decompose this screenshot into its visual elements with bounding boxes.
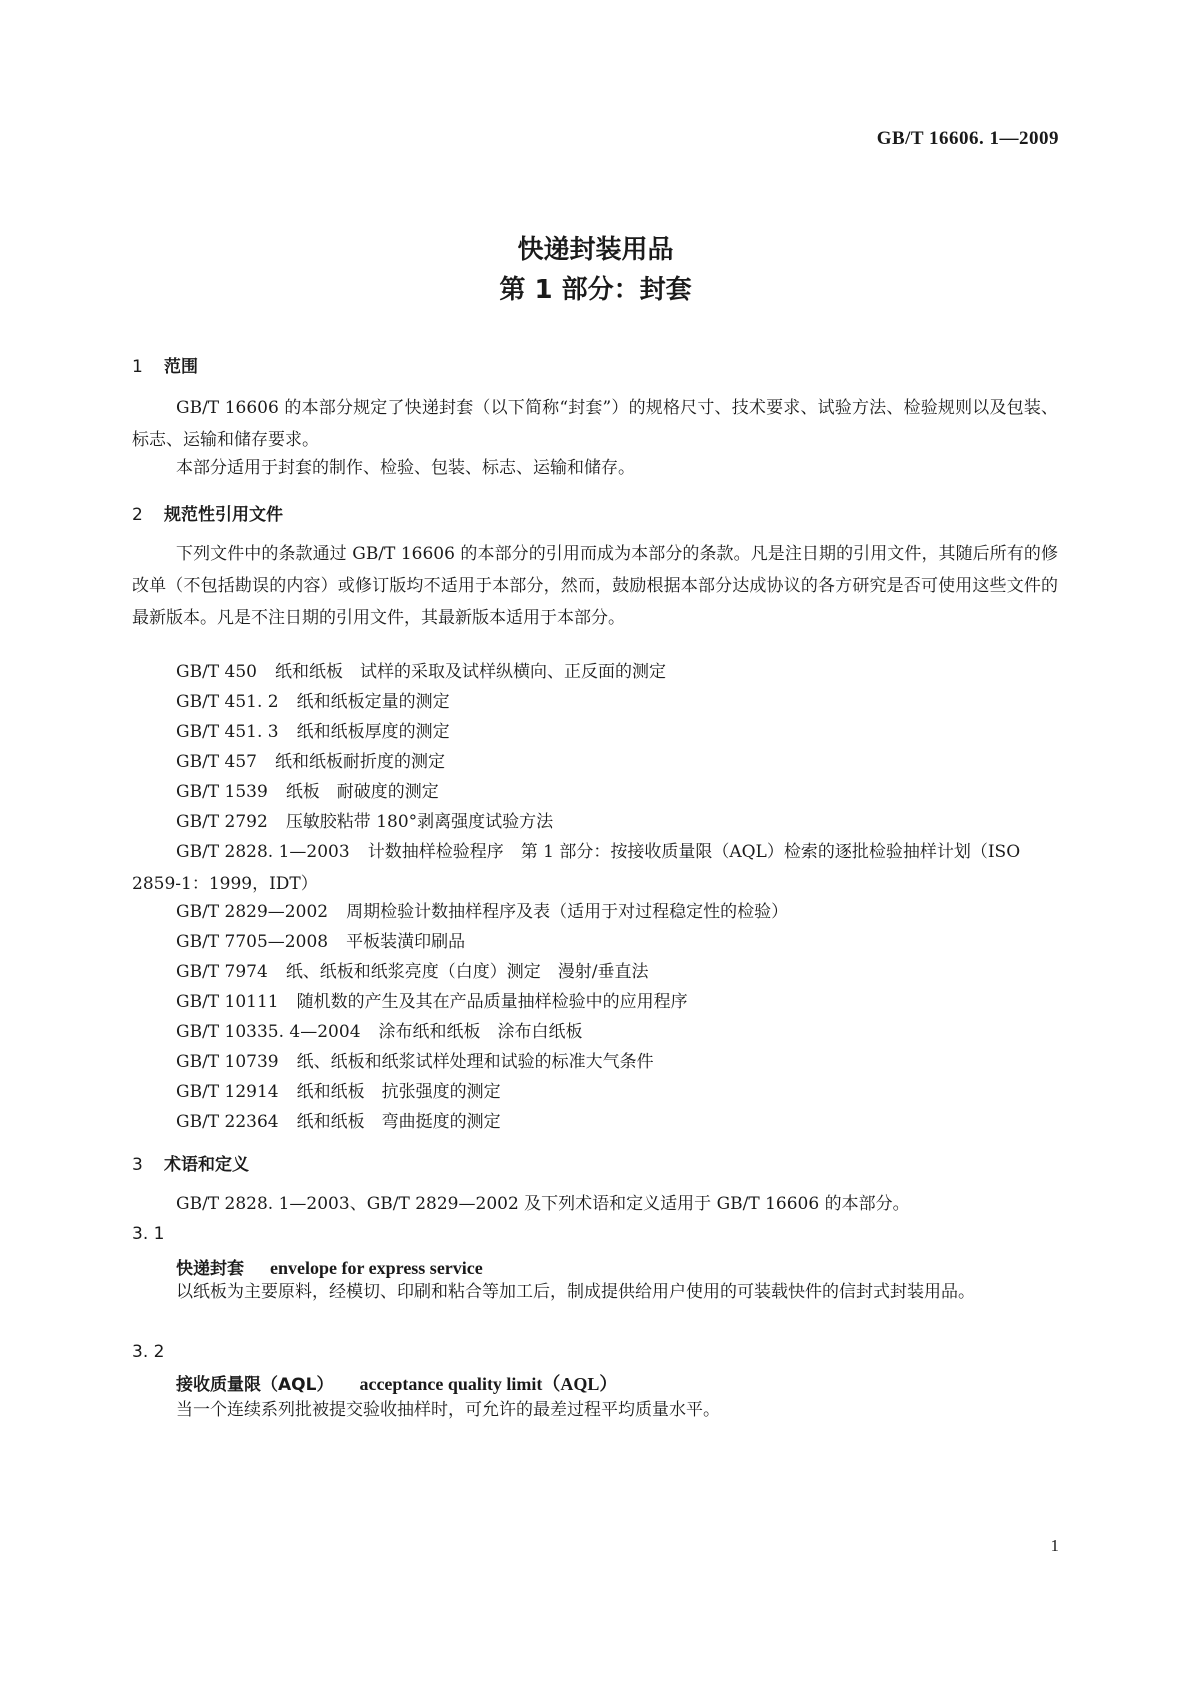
section-2-title: 规范性引用文件 xyxy=(164,505,283,525)
term-3-1-number: 3. 1 xyxy=(132,1224,165,1244)
term-3-1-definition: 以纸板为主要原料，经模切、印刷和粘合等加工后，制成提供给用户使用的可装载快件的信封式封装用品。 xyxy=(176,1282,975,1302)
section-2-number: 2 xyxy=(132,505,143,525)
reference-code: GB/T 2792 xyxy=(176,812,268,832)
section-1-paragraph-2: 本部分适用于封套的制作、检验、包装、标志、运输和储存。 xyxy=(176,458,635,478)
reference-code: GB/T 7705—2008 xyxy=(176,932,329,952)
section-1-number: 1 xyxy=(132,357,143,377)
reference-code: GB/T 451. 2 xyxy=(176,692,279,712)
section-3-number: 3 xyxy=(132,1155,143,1175)
section-3-heading xyxy=(132,1150,249,1175)
term-3-2-number: 3. 2 xyxy=(132,1342,165,1362)
reference-item xyxy=(176,686,450,718)
reference-item xyxy=(176,896,788,928)
reference-item xyxy=(176,1076,501,1108)
reference-title: 平板装潢印刷品 xyxy=(346,932,466,952)
reference-code: GB/T 1539 xyxy=(176,782,268,802)
reference-title: 纸和纸板 试样的采取及试样纵横向、正反面的测定 xyxy=(275,662,666,682)
reference-code: GB/T 10335. 4—2004 xyxy=(176,1022,361,1042)
reference-code: GB/T 451. 3 xyxy=(176,722,279,742)
section-3-intro: GB/T 2828. 1—2003、GB/T 2829—2002 及下列术语和定义适用于 GB/T 16606 的本部分。 xyxy=(176,1194,910,1214)
page-number: 1 xyxy=(1050,1536,1059,1555)
reference-item xyxy=(176,716,450,748)
reference-code: GB/T 457 xyxy=(176,752,257,772)
term-3-1-zh: 快递封套 xyxy=(176,1259,244,1279)
title-line-1: 快递封装用品 xyxy=(517,235,674,265)
reference-item xyxy=(176,1016,583,1048)
reference-code: GB/T 2828. 1—2003 xyxy=(176,842,350,862)
reference-item xyxy=(176,956,649,988)
reference-code: GB/T 2829—2002 xyxy=(176,902,329,922)
reference-title: 纸和纸板厚度的测定 xyxy=(296,722,450,742)
reference-item xyxy=(176,1046,654,1078)
reference-item xyxy=(176,656,666,688)
term-3-2-en: acceptance quality limit（AQL） xyxy=(359,1374,618,1394)
reference-title: 压敏胶粘带 180°剥离强度试验方法 xyxy=(285,812,554,832)
document-title xyxy=(0,230,1191,310)
reference-title: 纸板 耐破度的测定 xyxy=(285,782,439,802)
section-1-paragraph-1: GB/T 16606 的本部分规定了快递封套（以下简称“封套”）的规格尺寸、技术要求、试验方法、检验规则以及包装、标志、运输和储存要求。 xyxy=(132,398,1058,450)
section-2-heading xyxy=(132,500,283,525)
reference-title: 纸和纸板 弯曲挺度的测定 xyxy=(296,1112,501,1132)
section-1-title: 范围 xyxy=(164,357,198,377)
reference-item xyxy=(176,746,445,778)
reference-code: GB/T 10111 xyxy=(176,992,279,1012)
reference-title: 纸和纸板耐折度的测定 xyxy=(275,752,445,772)
reference-item xyxy=(176,926,465,958)
reference-title: 周期检验计数抽样程序及表（适用于对过程稳定性的检验） xyxy=(346,902,789,922)
reference-title: 纸和纸板定量的测定 xyxy=(296,692,450,712)
title-line-2: 第 1 部分：封套 xyxy=(499,275,692,305)
reference-item xyxy=(176,1106,501,1138)
reference-code: GB/T 10739 xyxy=(176,1052,279,1072)
reference-title: 纸和纸板 抗张强度的测定 xyxy=(296,1082,501,1102)
reference-title: 纸、纸板和纸浆试样处理和试验的标准大气条件 xyxy=(296,1052,654,1072)
reference-item xyxy=(132,836,1058,900)
reference-title: 随机数的产生及其在产品质量抽样检验中的应用程序 xyxy=(296,992,688,1012)
reference-item xyxy=(176,986,688,1018)
term-3-2-zh: 接收质量限（AQL） xyxy=(176,1375,334,1395)
section-3-title: 术语和定义 xyxy=(164,1155,249,1175)
reference-code: GB/T 12914 xyxy=(176,1082,279,1102)
reference-title: 纸、纸板和纸浆亮度（白度）测定 漫射/垂直法 xyxy=(285,962,649,982)
reference-item xyxy=(176,776,439,808)
section-1-heading xyxy=(132,352,198,377)
term-3-2-definition: 当一个连续系列批被提交验收抽样时，可允许的最差过程平均质量水平。 xyxy=(176,1400,720,1420)
reference-item xyxy=(176,806,553,838)
term-3-1-en: envelope for express service xyxy=(270,1258,483,1278)
reference-code: GB/T 22364 xyxy=(176,1112,279,1132)
reference-title: 计数抽样检验程序 第 1 部分：按接收质量限（AQL）检索的逐批检验抽样计划（ISO 2859-1：1999，IDT） xyxy=(132,842,1021,894)
term-3-2 xyxy=(176,1370,617,1396)
reference-title: 涂布纸和纸板 涂布白纸板 xyxy=(378,1022,583,1042)
reference-code: GB/T 7974 xyxy=(176,962,268,982)
reference-code: GB/T 450 xyxy=(176,662,257,682)
section-2-intro: 下列文件中的条款通过 GB/T 16606 的本部分的引用而成为本部分的条款。凡是注日期的引用文件，其随后所有的修改单（不包括勘误的内容）或修订版均不适用于本部分，然而，鼓励根据本部分达成协议的各方研究是否可使用这些文件的最新版本。凡是不注日期的引用文件，其最新版本适用于本部分。 xyxy=(132,544,1058,628)
standard-code: GB/T 16606. 1—2009 xyxy=(876,128,1059,149)
